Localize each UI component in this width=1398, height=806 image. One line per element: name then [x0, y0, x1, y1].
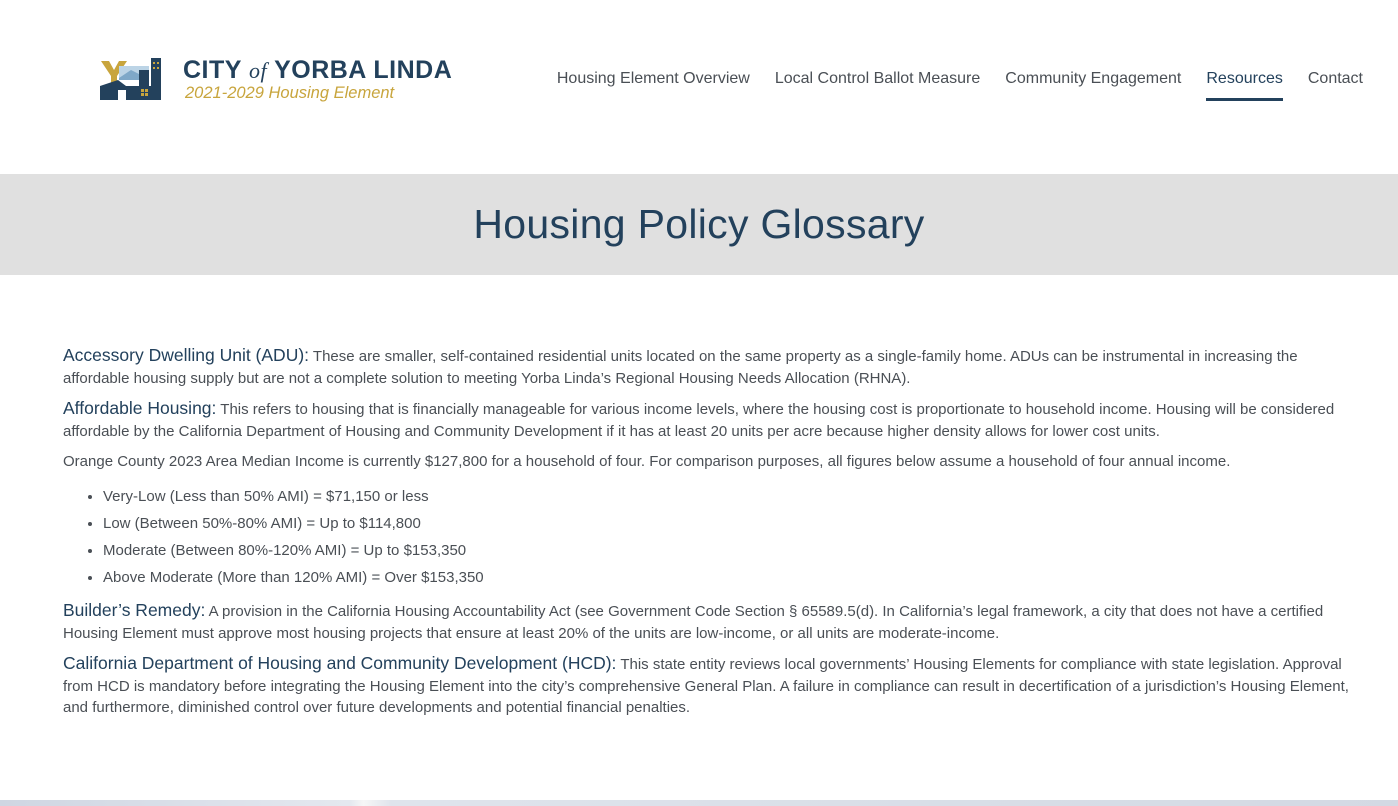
glossary-entry-affordable-housing [63, 398, 1363, 442]
nav-community-engagement[interactable]: Community Engagement [1005, 70, 1182, 87]
term-hcd: California Department of Housing and Community Development (HCD): [63, 653, 617, 673]
definition-adu: These are smaller, self-contained residential units located on the same property as a single-family home. ADUs can be instrumental in increasing the affordable housing supply but are not a complete solution to meeting Yorba Linda’s Regional Housing Needs Allocation (RHNA). [63, 348, 1298, 387]
list-item: • Low (Between 50%-80% AMI) = Up to $114,800 [103, 513, 1363, 535]
list-item: • Moderate (Between 80%-120% AMI) = Up to $153,350 [103, 540, 1363, 562]
nav-housing-element-overview[interactable]: Housing Element Overview [556, 70, 750, 87]
glossary-entry-adu [63, 345, 1363, 389]
logo-title [183, 56, 452, 85]
site-header [0, 0, 1398, 174]
page-title: Housing Policy Glossary [473, 201, 925, 247]
glossary-entry-builders-remedy [63, 600, 1363, 644]
logo-title-city: CITY [183, 56, 242, 84]
term-builders-remedy: Builder’s Remedy: [63, 600, 206, 620]
term-affordable-housing: Affordable Housing: [63, 398, 217, 418]
list-item: • Very-Low (Less than 50% AMI) = $71,150 or less [103, 486, 1363, 508]
site-logo[interactable] [99, 56, 469, 106]
definition-affordable-housing: This refers to housing that is financially manageable for various income levels, where the housing cost is proportionate to household income. Housing will be considered affordable by the California Department of Housing and Community Development if it has at least 20 units per acre because higher density allows for lower cost units. [63, 401, 1335, 440]
income-levels-list [63, 486, 1363, 589]
main-nav [532, 70, 1363, 101]
list-item: • Above Moderate (More than 120% AMI) = Over $153,350 [103, 567, 1363, 589]
city-logo-icon [99, 56, 179, 102]
nav-local-control-ballot-measure[interactable]: Local Control Ballot Measure [774, 70, 981, 87]
definition-hcd: This state entity reviews local governments’ Housing Elements for compliance with state legislation. Approval from HCD is mandatory before integrating the Housing Element into the city’s comprehensive General Plan. A failure in compliance can result in decertification of a jurisdiction’s Housing Element, and furthermore, diminished control over future developments and potential financial penalties. [63, 656, 1349, 716]
page-banner [0, 174, 1398, 275]
glossary-content [63, 345, 1363, 728]
nav-contact[interactable]: Contact [1307, 70, 1363, 87]
term-adu: Accessory Dwelling Unit (ADU): [63, 345, 310, 365]
nav-resources[interactable]: Resources [1206, 70, 1282, 101]
logo-title-name: YORBA LINDA [274, 56, 453, 84]
footer-image-edge [0, 800, 1398, 806]
logo-subtitle: 2021-2029 Housing Element [185, 84, 395, 102]
logo-title-of: of [248, 58, 268, 83]
definition-builders-remedy: A provision in the California Housing Accountability Act (see Government Code Section § 65589.5(d). In California’s legal framework, a city that does not have a certified Housing Element must approve most housing projects that ensure at least 20% of the units are low-income, or all units are moderate-income. [63, 603, 1324, 642]
glossary-entry-hcd [63, 653, 1363, 719]
ami-note: Orange County 2023 Area Median Income is currently $127,800 for a household of four. For comparison purposes, all figures below assume a household of four annual income. [63, 453, 1231, 470]
